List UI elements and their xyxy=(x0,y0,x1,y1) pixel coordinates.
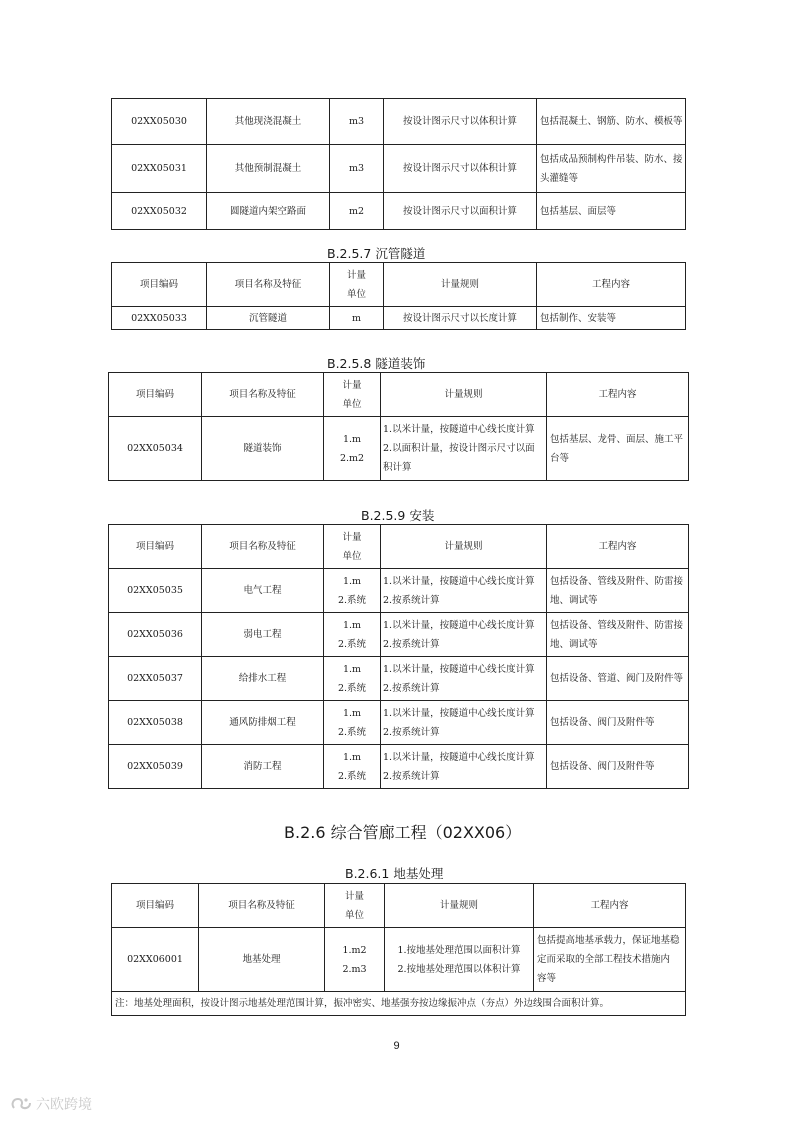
content-line: 台等 xyxy=(550,452,570,464)
content-cell xyxy=(537,145,686,193)
rule-cell: 按设计图示尺寸以体积计算 xyxy=(384,99,537,145)
header-code: 项目编码 xyxy=(109,373,202,417)
rule-line: 2.按系统计算 xyxy=(383,638,440,650)
unit-cell xyxy=(324,613,381,657)
code-cell: 02XX05035 xyxy=(109,569,202,613)
rule-line: 2.按系统计算 xyxy=(383,726,440,738)
unit-line: 1.m xyxy=(342,575,362,587)
unit-line: 2.系统 xyxy=(337,682,367,694)
unit-cell xyxy=(324,701,381,745)
header-content: 工程内容 xyxy=(537,263,686,307)
unit-cell xyxy=(324,745,381,789)
header-rule: 计量规则 xyxy=(381,373,547,417)
rule-cell xyxy=(381,569,547,613)
table-header-row xyxy=(109,373,689,417)
header-content: 工程内容 xyxy=(547,525,689,569)
rule-line: 1.按地基处理范围以面积计算 xyxy=(397,944,521,956)
table-row xyxy=(109,569,689,613)
header-unit xyxy=(324,373,381,417)
name-cell: 地基处理 xyxy=(199,928,325,992)
header-content: 工程内容 xyxy=(547,373,689,417)
header-unit-line: 单位 xyxy=(342,398,362,410)
rule-line: 2.按系统计算 xyxy=(383,682,440,694)
header-unit-line: 计量 xyxy=(346,269,366,281)
unit-line: 2.m3 xyxy=(342,963,367,975)
name-cell: 其他预制混凝土 xyxy=(207,145,330,193)
unit-cell xyxy=(324,569,381,613)
rule-cell: 按设计图示尺寸以体积计算 xyxy=(384,145,537,193)
name-cell: 圆隧道内架空路面 xyxy=(207,193,330,230)
rule-cell: 按设计图示尺寸以长度计算 xyxy=(384,307,537,330)
header-rule: 计量规则 xyxy=(384,263,537,307)
rule-line: 1.以米计量，按隧道中心线长度计算 xyxy=(383,663,535,675)
content-cell xyxy=(547,613,689,657)
unit-line: 1.m2 xyxy=(342,944,367,956)
content-line: 包括基层、龙骨、面层、施工平 xyxy=(550,433,684,445)
table-row xyxy=(109,613,689,657)
header-unit-line: 计量 xyxy=(344,890,364,902)
name-cell: 消防工程 xyxy=(202,745,324,789)
code-cell: 02XX05030 xyxy=(112,99,207,145)
content-line: 地、调试等 xyxy=(550,594,598,606)
table-note-row xyxy=(112,992,686,1016)
unit-line: 2.m2 xyxy=(339,452,365,464)
header-content: 工程内容 xyxy=(534,884,686,928)
content-line: 容等 xyxy=(537,973,557,984)
rule-line: 1.以米计量，按隧道中心线长度计算 xyxy=(383,707,535,719)
unit-line: 2.系统 xyxy=(337,594,367,606)
rule-line: 2.按系统计算 xyxy=(383,770,440,782)
content-cell: 包括混凝土、钢筋、防水、模板等 xyxy=(537,99,686,145)
header-name: 项目名称及特征 xyxy=(202,373,324,417)
header-unit xyxy=(325,884,385,928)
header-rule: 计量规则 xyxy=(381,525,547,569)
unit-cell xyxy=(324,417,381,481)
code-cell: 02XX05037 xyxy=(109,657,202,701)
code-cell: 02XX05036 xyxy=(109,613,202,657)
code-cell: 02XX05034 xyxy=(109,417,202,481)
table-note: 注：地基处理面积，按设计图示地基处理范围计算，振冲密实、地基强夯按边缘振冲点（夯点）外边线围合面积计算。 xyxy=(112,992,686,1016)
table-row xyxy=(109,657,689,701)
content-cell xyxy=(547,569,689,613)
unit-cell: m2 xyxy=(330,193,384,230)
content-cell xyxy=(534,928,686,992)
unit-line: 1.m xyxy=(342,663,362,675)
section-heading-2-6-1: B.2.6.1 地基处理 xyxy=(345,866,444,881)
unit-cell xyxy=(324,657,381,701)
rule-cell xyxy=(381,701,547,745)
code-cell: 02XX06001 xyxy=(112,928,199,992)
content-cell: 包括制作、安装等 xyxy=(537,307,686,330)
header-unit-line: 计量 xyxy=(342,379,362,391)
rule-cell xyxy=(381,745,547,789)
rule-cell xyxy=(381,657,547,701)
table-row xyxy=(112,193,686,230)
header-rule: 计量规则 xyxy=(385,884,534,928)
name-cell: 通风防排烟工程 xyxy=(202,701,324,745)
table-row xyxy=(109,701,689,745)
code-cell: 02XX05031 xyxy=(112,145,207,193)
unit-line: 1.m xyxy=(342,433,362,445)
unit-line: 2.系统 xyxy=(337,638,367,650)
code-cell: 02XX05039 xyxy=(109,745,202,789)
watermark-text: 六欧跨境 xyxy=(36,1097,92,1113)
page-number: 9 xyxy=(393,1040,400,1052)
watermark-logo-icon xyxy=(10,1096,32,1112)
name-cell: 隧道装饰 xyxy=(202,417,324,481)
header-code: 项目编码 xyxy=(112,263,207,307)
header-name: 项目名称及特征 xyxy=(202,525,324,569)
header-unit-line: 单位 xyxy=(342,550,362,562)
table-header-row xyxy=(112,884,686,928)
rule-line: 1.以米计量，按隧道中心线长度计算 xyxy=(383,575,535,587)
unit-cell: m3 xyxy=(330,99,384,145)
name-cell: 弱电工程 xyxy=(202,613,324,657)
unit-line: 2.系统 xyxy=(337,726,367,738)
content-line: 定而采取的全部工程技术措施内 xyxy=(537,954,671,965)
content-line: 头灌缝等 xyxy=(540,172,579,184)
content-line: 包括成品预制构件吊装、防水、接 xyxy=(540,153,683,165)
rule-cell: 按设计图示尺寸以面积计算 xyxy=(384,193,537,230)
content-cell xyxy=(547,417,689,481)
unit-line: 2.系统 xyxy=(337,770,367,782)
content-line: 地、调试等 xyxy=(550,638,598,650)
rule-line: 2.以面积计量，按设计图示尺寸以面 xyxy=(383,443,535,454)
rule-line: 积计算 xyxy=(383,462,412,473)
name-cell: 电气工程 xyxy=(202,569,324,613)
rule-line: 1.以米计量，按隧道中心线长度计算 xyxy=(383,619,535,631)
rule-cell xyxy=(381,417,547,481)
unit-line: 1.m xyxy=(342,751,362,763)
table-2-5-9 xyxy=(108,524,689,789)
content-cell: 包括基层、面层等 xyxy=(537,193,686,230)
unit-cell xyxy=(325,928,385,992)
header-unit-line: 单位 xyxy=(344,909,364,921)
content-line: 包括提高地基承载力，保证地基稳 xyxy=(537,935,680,946)
watermark xyxy=(10,1094,92,1114)
table-header-row xyxy=(112,263,686,307)
rule-line: 1.以米计量，按隧道中心线长度计算 xyxy=(383,751,535,763)
content-line: 包括设备、管线及附件、防雷接 xyxy=(550,575,684,587)
table-2-5-7 xyxy=(111,262,686,330)
header-code: 项目编码 xyxy=(109,525,202,569)
unit-line: 1.m xyxy=(342,707,362,719)
section-heading-2-5-8: B.2.5.8 隧道装饰 xyxy=(327,356,426,371)
header-name: 项目名称及特征 xyxy=(207,263,330,307)
content-cell: 包括设备、阀门及附件等 xyxy=(547,701,689,745)
code-cell: 02XX05033 xyxy=(112,307,207,330)
table-row xyxy=(112,99,686,145)
content-cell: 包括设备、管道、阀门及附件等 xyxy=(547,657,689,701)
unit-cell: m xyxy=(330,307,384,330)
header-unit-line: 单位 xyxy=(346,288,366,300)
header-unit xyxy=(330,263,384,307)
rule-cell xyxy=(385,928,534,992)
table-top-continuation xyxy=(111,98,686,230)
table-row xyxy=(112,145,686,193)
unit-line: 1.m xyxy=(342,619,362,631)
unit-cell: m3 xyxy=(330,145,384,193)
rule-line: 1.以米计量，按隧道中心线长度计算 xyxy=(383,424,535,435)
header-unit-line: 计量 xyxy=(342,531,362,543)
rule-cell xyxy=(381,613,547,657)
rule-line: 2.按地基处理范围以体积计算 xyxy=(397,963,521,975)
table-row xyxy=(112,307,686,330)
content-line: 包括设备、管线及附件、防雷接 xyxy=(550,619,684,631)
table-header-row xyxy=(109,525,689,569)
section-heading-2-5-7: B.2.5.7 沉管隧道 xyxy=(327,246,426,261)
table-2-6-1 xyxy=(111,883,686,1016)
rule-line: 2.按系统计算 xyxy=(383,594,440,606)
section-heading-2-6: B.2.6 综合管廊工程（02XX06） xyxy=(284,823,522,842)
name-cell: 其他现浇混凝土 xyxy=(207,99,330,145)
section-heading-2-5-9: B.2.5.9 安装 xyxy=(361,508,435,523)
table-row xyxy=(109,745,689,789)
table-2-5-8 xyxy=(108,372,689,481)
table-row xyxy=(112,928,686,992)
table-row xyxy=(109,417,689,481)
header-unit xyxy=(324,525,381,569)
code-cell: 02XX05038 xyxy=(109,701,202,745)
name-cell: 沉管隧道 xyxy=(207,307,330,330)
content-cell: 包括设备、阀门及附件等 xyxy=(547,745,689,789)
code-cell: 02XX05032 xyxy=(112,193,207,230)
header-name: 项目名称及特征 xyxy=(199,884,325,928)
name-cell: 给排水工程 xyxy=(202,657,324,701)
header-code: 项目编码 xyxy=(112,884,199,928)
